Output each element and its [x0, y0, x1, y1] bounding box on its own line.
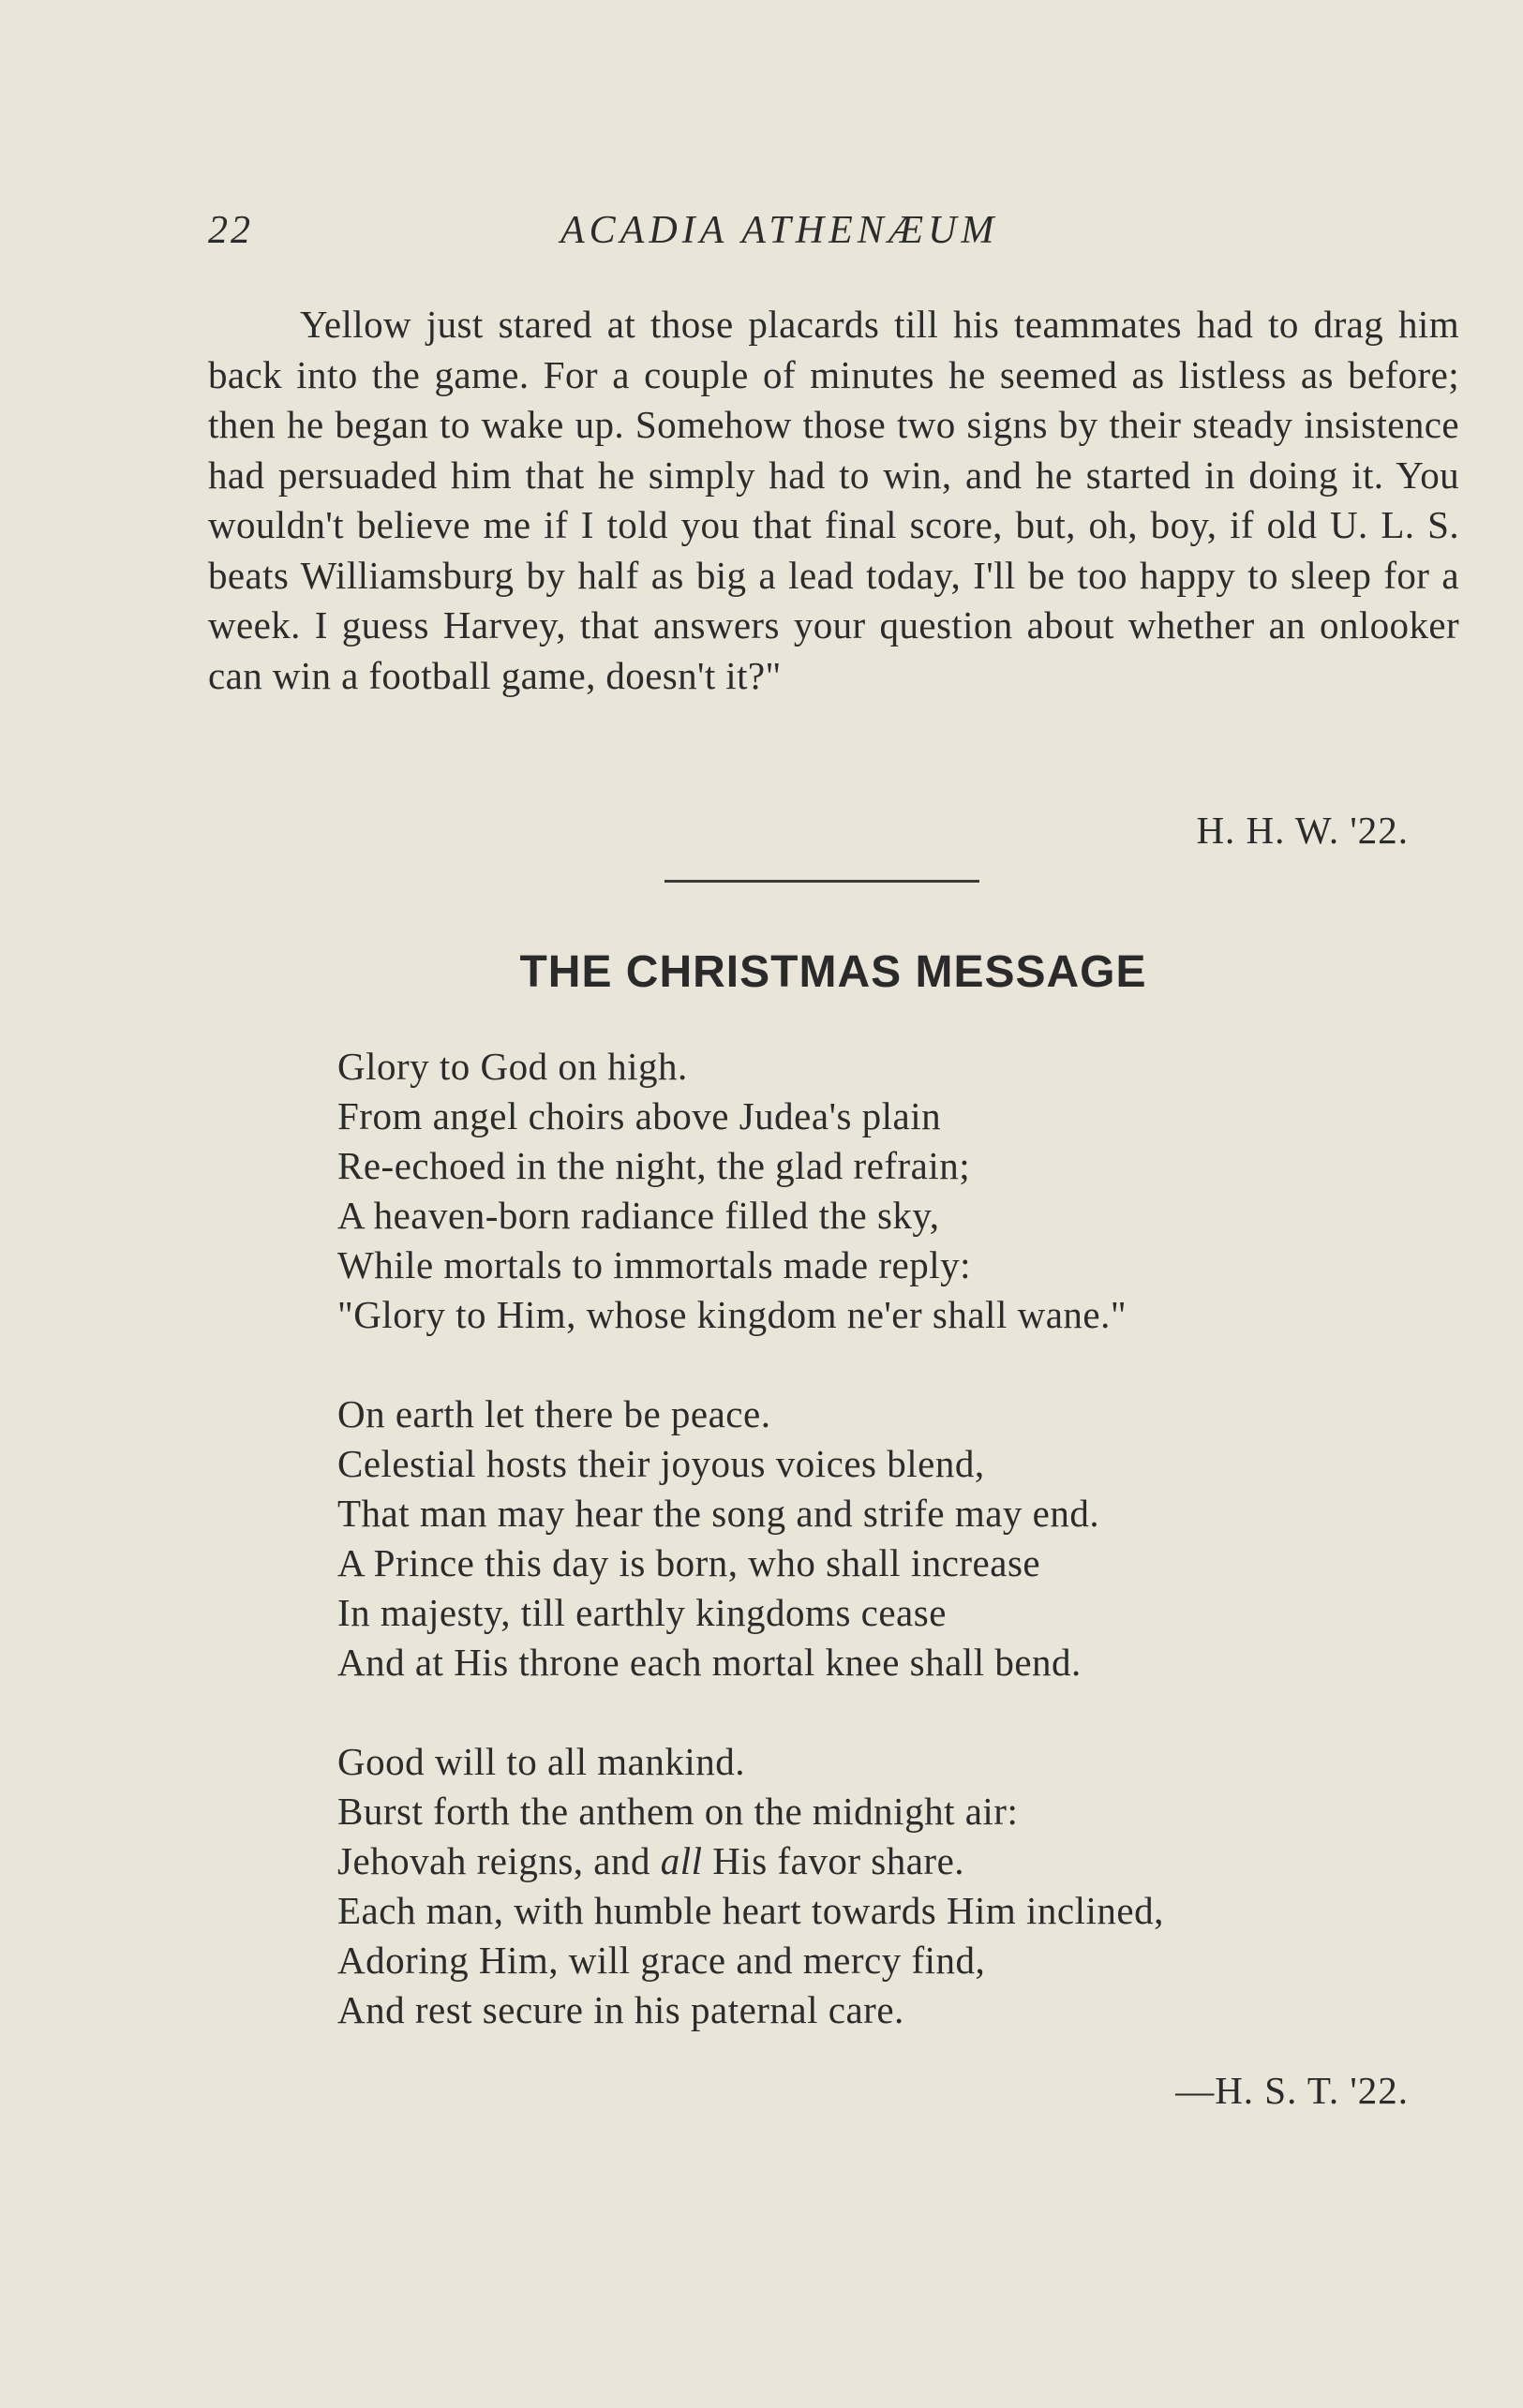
verse-line: On earth let there be peace.	[337, 1392, 771, 1435]
running-title: ACADIA ATHENÆUM	[560, 209, 999, 252]
poem-signature: —H. S. T. '22.	[1175, 2069, 1409, 2112]
verse-line: That man may hear the song and strife may end.	[337, 1492, 1100, 1535]
verse-line: Celestial hosts their joyous voices blend,	[337, 1442, 985, 1485]
verse-line: And rest secure in his paternal care.	[337, 1988, 904, 2031]
verse-line: Burst forth the anthem on the midnight air:	[337, 1790, 1019, 1833]
verse-line: A Prince this day is born, who shall increase	[337, 1541, 1041, 1584]
stanza-1	[337, 1042, 1462, 1340]
verse-line: Glory to God on high.	[337, 1045, 688, 1088]
verse-fragment: Jehovah reigns, and	[337, 1839, 661, 1882]
verse-line: A heaven-born radiance filled the sky,	[337, 1194, 940, 1237]
verse-line: In majesty, till earthly kingdoms cease	[337, 1591, 947, 1634]
verse-line: Adoring Him, will grace and mercy find,	[337, 1939, 986, 1982]
verse-fragment: His favor share.	[702, 1839, 965, 1882]
poem-title: THE CHRISTMAS MESSAGE	[519, 947, 1147, 997]
verse-line: Each man, with humble heart towards Him inclined,	[337, 1889, 1164, 1932]
section-divider	[664, 880, 979, 883]
verse-line	[337, 1836, 1462, 1886]
verse-line: From angel choirs above Judea's plain	[337, 1094, 942, 1137]
page-number: 22	[208, 209, 253, 252]
stanza-3	[337, 1737, 1462, 2035]
verse-line: Good will to all mankind.	[337, 1740, 745, 1783]
prose-paragraph	[208, 300, 1459, 701]
verse-line: Re-echoed in the night, the glad refrain;	[337, 1144, 971, 1187]
verse-emphasis: all	[660, 1839, 703, 1882]
verse-line: And at His throne each mortal knee shall bend.	[337, 1641, 1082, 1684]
prose-text: Yellow just stared at those placards till his teammates had to drag him back into the game. For a couple of minutes he seemed as listless as before; then he began to wake up. Somehow those two signs by their steady insistence had persuaded him that he simply had to win, and he started in doing it. You wouldn't believe me if I told you that final score, but, oh, boy, if old U. L. S. beats Williamsburg by half as big a lead today, I'll be too happy to sleep for a week. I guess Harvey, that answers your question about whether an onlooker can win a football game, doesn't it?"	[208, 303, 1459, 697]
stanza-2	[337, 1390, 1462, 1687]
prose-signature: H. H. W. '22.	[1196, 809, 1409, 852]
verse-line: While mortals to immortals made reply:	[337, 1243, 971, 1286]
page-header	[208, 208, 1110, 260]
verse-line: "Glory to Him, whose kingdom ne'er shall wane."	[337, 1293, 1127, 1336]
poem	[337, 1042, 1462, 2085]
